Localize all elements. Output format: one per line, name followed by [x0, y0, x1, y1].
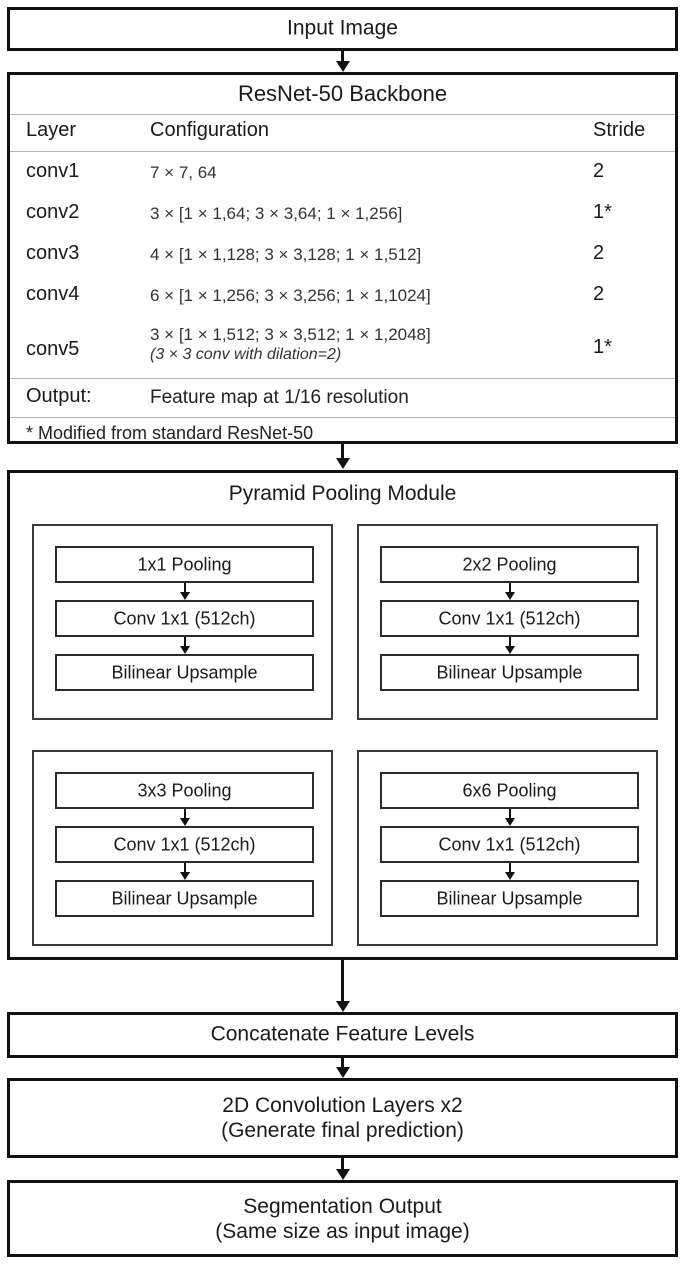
row-layer-name: conv5: [26, 338, 80, 360]
final-conv-line1: 2D Convolution Layers x2: [222, 1093, 463, 1117]
column-header-configuration: Configuration: [150, 119, 269, 141]
pooling-label: 6x6 Pooling: [462, 779, 557, 800]
pooling-box: [55, 772, 314, 809]
upsample-box: [55, 880, 314, 917]
arrow-concat-to-conv: [328, 1058, 357, 1078]
upsample-box: [380, 880, 639, 917]
row-layer-name: conv2: [26, 201, 80, 223]
node-resnet50-backbone: [7, 72, 678, 444]
row-configuration: 6 × [1 × 1,256; 3 × 3,256; 1 × 1,1024]: [150, 286, 431, 305]
divider-above-output: [10, 378, 675, 379]
backbone-output-label: Output:: [26, 385, 92, 407]
conv-box: [380, 826, 639, 863]
arrow-pool-to-conv: [495, 809, 524, 826]
arrow-pool-to-conv: [495, 583, 524, 600]
upsample-label: Bilinear Upsample: [436, 661, 583, 682]
pooling-label: 3x3 Pooling: [137, 779, 232, 800]
arrow-conv-to-upsample: [495, 637, 524, 654]
divider-below-header: [10, 151, 675, 152]
conv-box: [380, 600, 639, 637]
column-header-layer: Layer: [26, 119, 77, 141]
conv-label: Conv 1x1 (512ch): [113, 607, 256, 628]
table-row: [10, 201, 675, 237]
row-configuration-note: (3 × 3 conv with dilation=2): [150, 346, 342, 363]
row-layer-name: conv1: [26, 160, 80, 182]
divider-above-footnote: [10, 417, 675, 418]
pooling-label: 2x2 Pooling: [462, 553, 557, 574]
row-stride: 1*: [593, 201, 612, 223]
row-configuration: 4 × [1 × 1,128; 3 × 3,128; 1 × 1,512]: [150, 245, 422, 264]
row-layer-name: conv3: [26, 242, 80, 264]
row-configuration: 3 × [1 × 1,64; 3 × 3,64; 1 × 1,256]: [150, 204, 403, 223]
pooling-label: 1x1 Pooling: [137, 553, 232, 574]
pyramid-branch: [32, 750, 333, 946]
upsample-label: Bilinear Upsample: [111, 661, 258, 682]
backbone-output-value: Feature map at 1/16 resolution: [150, 387, 409, 408]
arrow-backbone-to-pyramid: [328, 444, 357, 469]
conv-label: Conv 1x1 (512ch): [438, 607, 581, 628]
row-configuration: [150, 325, 431, 364]
arrow-pool-to-conv: [170, 583, 199, 600]
conv-label: Conv 1x1 (512ch): [113, 833, 256, 854]
input-image-label: Input Image: [287, 16, 398, 40]
table-header-row: [10, 119, 675, 151]
backbone-title: ResNet-50 Backbone: [237, 81, 448, 106]
table-row: [10, 242, 675, 278]
arrow-pyramid-to-concat: [328, 960, 357, 1012]
row-stride: 2: [593, 242, 605, 264]
final-conv-text: [10, 1093, 675, 1143]
upsample-box: [380, 654, 639, 691]
node-pyramid-pooling-module: [7, 470, 678, 960]
divider-above-header: [10, 114, 675, 115]
backbone-output-row: [10, 385, 675, 417]
upsample-label: Bilinear Upsample: [111, 887, 258, 908]
pooling-box: [380, 546, 639, 583]
arrow-pool-to-conv: [170, 809, 199, 826]
pyramid-branch: [357, 524, 658, 720]
pooling-box: [55, 546, 314, 583]
column-header-stride: Stride: [593, 119, 646, 141]
row-configuration-main: 3 × [1 × 1,512; 3 × 3,512; 1 × 1,2048]: [150, 325, 431, 344]
pyramid-branch: [357, 750, 658, 946]
segmentation-output-text: [10, 1193, 675, 1243]
row-stride: 2: [593, 160, 605, 182]
conv-box: [55, 600, 314, 637]
arrow-conv-to-upsample: [495, 863, 524, 880]
table-row: [10, 283, 675, 319]
node-input-image: [7, 7, 678, 51]
node-2d-convolution-layers: [7, 1078, 678, 1158]
table-row: [10, 324, 675, 376]
conv-box: [55, 826, 314, 863]
node-segmentation-output: [7, 1180, 678, 1257]
row-stride: 1*: [593, 336, 612, 358]
arrow-conv-to-upsample: [170, 637, 199, 654]
arrow-input-to-backbone: [328, 51, 357, 72]
upsample-box: [55, 654, 314, 691]
row-layer-name: conv4: [26, 283, 80, 305]
pyramid-title: Pyramid Pooling Module: [228, 482, 457, 505]
final-conv-line2: (Generate final prediction): [221, 1119, 464, 1142]
backbone-footnote: * Modified from standard ResNet-50: [26, 423, 314, 443]
node-concatenate-feature-levels: [7, 1012, 678, 1058]
upsample-label: Bilinear Upsample: [436, 887, 583, 908]
segmentation-output-line2: (Same size as input image): [215, 1219, 470, 1243]
row-stride: 2: [593, 283, 605, 305]
arrow-conv-to-output: [328, 1158, 357, 1180]
row-configuration: 7 × 7, 64: [150, 163, 217, 182]
conv-label: Conv 1x1 (512ch): [438, 833, 581, 854]
concatenate-label: Concatenate Feature Levels: [210, 1022, 475, 1046]
segmentation-output-line1: Segmentation Output: [243, 1194, 442, 1218]
pyramid-branch: [32, 524, 333, 720]
arrow-conv-to-upsample: [170, 863, 199, 880]
pooling-box: [380, 772, 639, 809]
table-row: [10, 160, 675, 196]
